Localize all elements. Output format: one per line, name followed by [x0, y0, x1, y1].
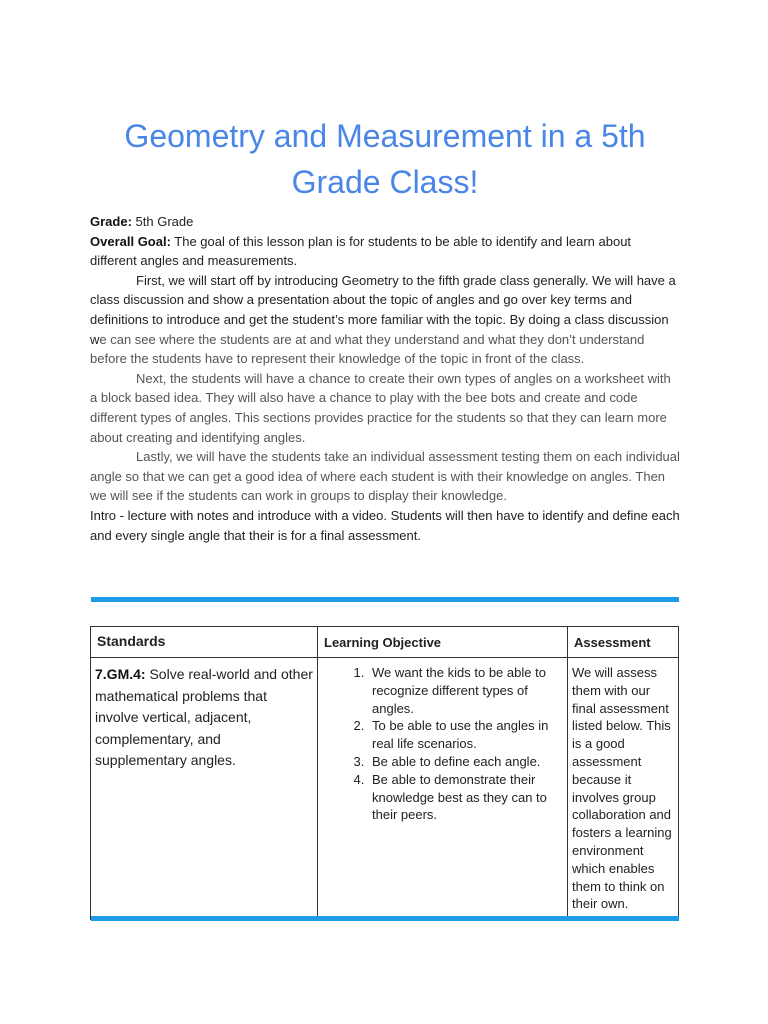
objective-list	[322, 664, 563, 824]
standard-text: Solve real-world and other mathematical problems that involve vertical, adjacent, complementary, and supplementary angles.	[95, 666, 313, 769]
grade-line	[90, 212, 680, 232]
objective-item: 3. Be able to define each angle.	[368, 753, 563, 771]
paragraph-intro: Intro - lecture with notes and introduce with a video. Students will then have to identify and define each and every single angle that their is for a final assessment.	[90, 507, 680, 543]
overall-goal-label: Overall Goal:	[90, 233, 171, 249]
grade-value: 5th Grade	[131, 214, 194, 229]
table-header-row	[91, 627, 679, 658]
paragraph-lastly: Lastly, we will have the students take an individual assessment testing them on each individual angle so that we can get a good idea of where each student is with their knowledge on angles. Then we will see if the students can work in groups to display their knowledge.	[90, 449, 680, 504]
page-title: Geometry and Measurement in a 5th Grade Class!	[124, 118, 646, 201]
overall-goal-line	[90, 232, 680, 271]
header-assessment: Assessment	[568, 627, 679, 658]
standards-table	[90, 626, 679, 920]
lesson-plan-body	[90, 212, 680, 545]
paragraph-first	[90, 271, 680, 369]
standard-cell	[91, 658, 318, 920]
divider-rule-top	[91, 597, 679, 602]
objective-item: 4. Be able to demonstrate their knowledge best as they can to their peers.	[368, 771, 563, 824]
objective-item: 1. We want the kids to be able to recognize different types of angles.	[368, 664, 563, 717]
overall-goal-value: The goal of this lesson plan is for students to be able to identify and learn about different angles and measurements.	[90, 233, 632, 269]
header-standards: Standards	[91, 627, 318, 658]
standard-code: 7.GM.4:	[95, 666, 146, 682]
paragraph-next: Next, the students will have a chance to create their own types of angles on a worksheet with a block based idea. They will also have a chance to play with the bee bots and create and code different types of angles. This sections provides practice for the students so that they can learn more about creating and identifying angles.	[90, 370, 671, 445]
assessment-cell: We will assess them with our final assessment listed below. This is a good assessment because it involves group collaboration and fosters a learning environment which enables them to think on their own.	[568, 658, 679, 920]
paragraph-first-grey-text: e can see where the students are at and what they understand and what they don’t understand before the students have to represent their knowledge of the topic in front of the class.	[90, 331, 645, 367]
table-row	[91, 658, 679, 920]
header-learning-objective: Learning Objective	[318, 627, 568, 658]
grade-label: Grade:	[90, 214, 132, 229]
objective-cell	[318, 658, 568, 920]
divider-rule-bottom	[91, 916, 679, 921]
objective-item: 2. To be able to use the angles in real life scenarios.	[368, 717, 563, 753]
paragraph-first-text: First, we will start off by introducing Geometry to the fifth grade class generally. We will have a class discussion and show a presentation about the topic of angles and go over key terms and definitions to introduce and get the student’s more familiar with the topic. By doing a class discussion w	[90, 272, 676, 347]
